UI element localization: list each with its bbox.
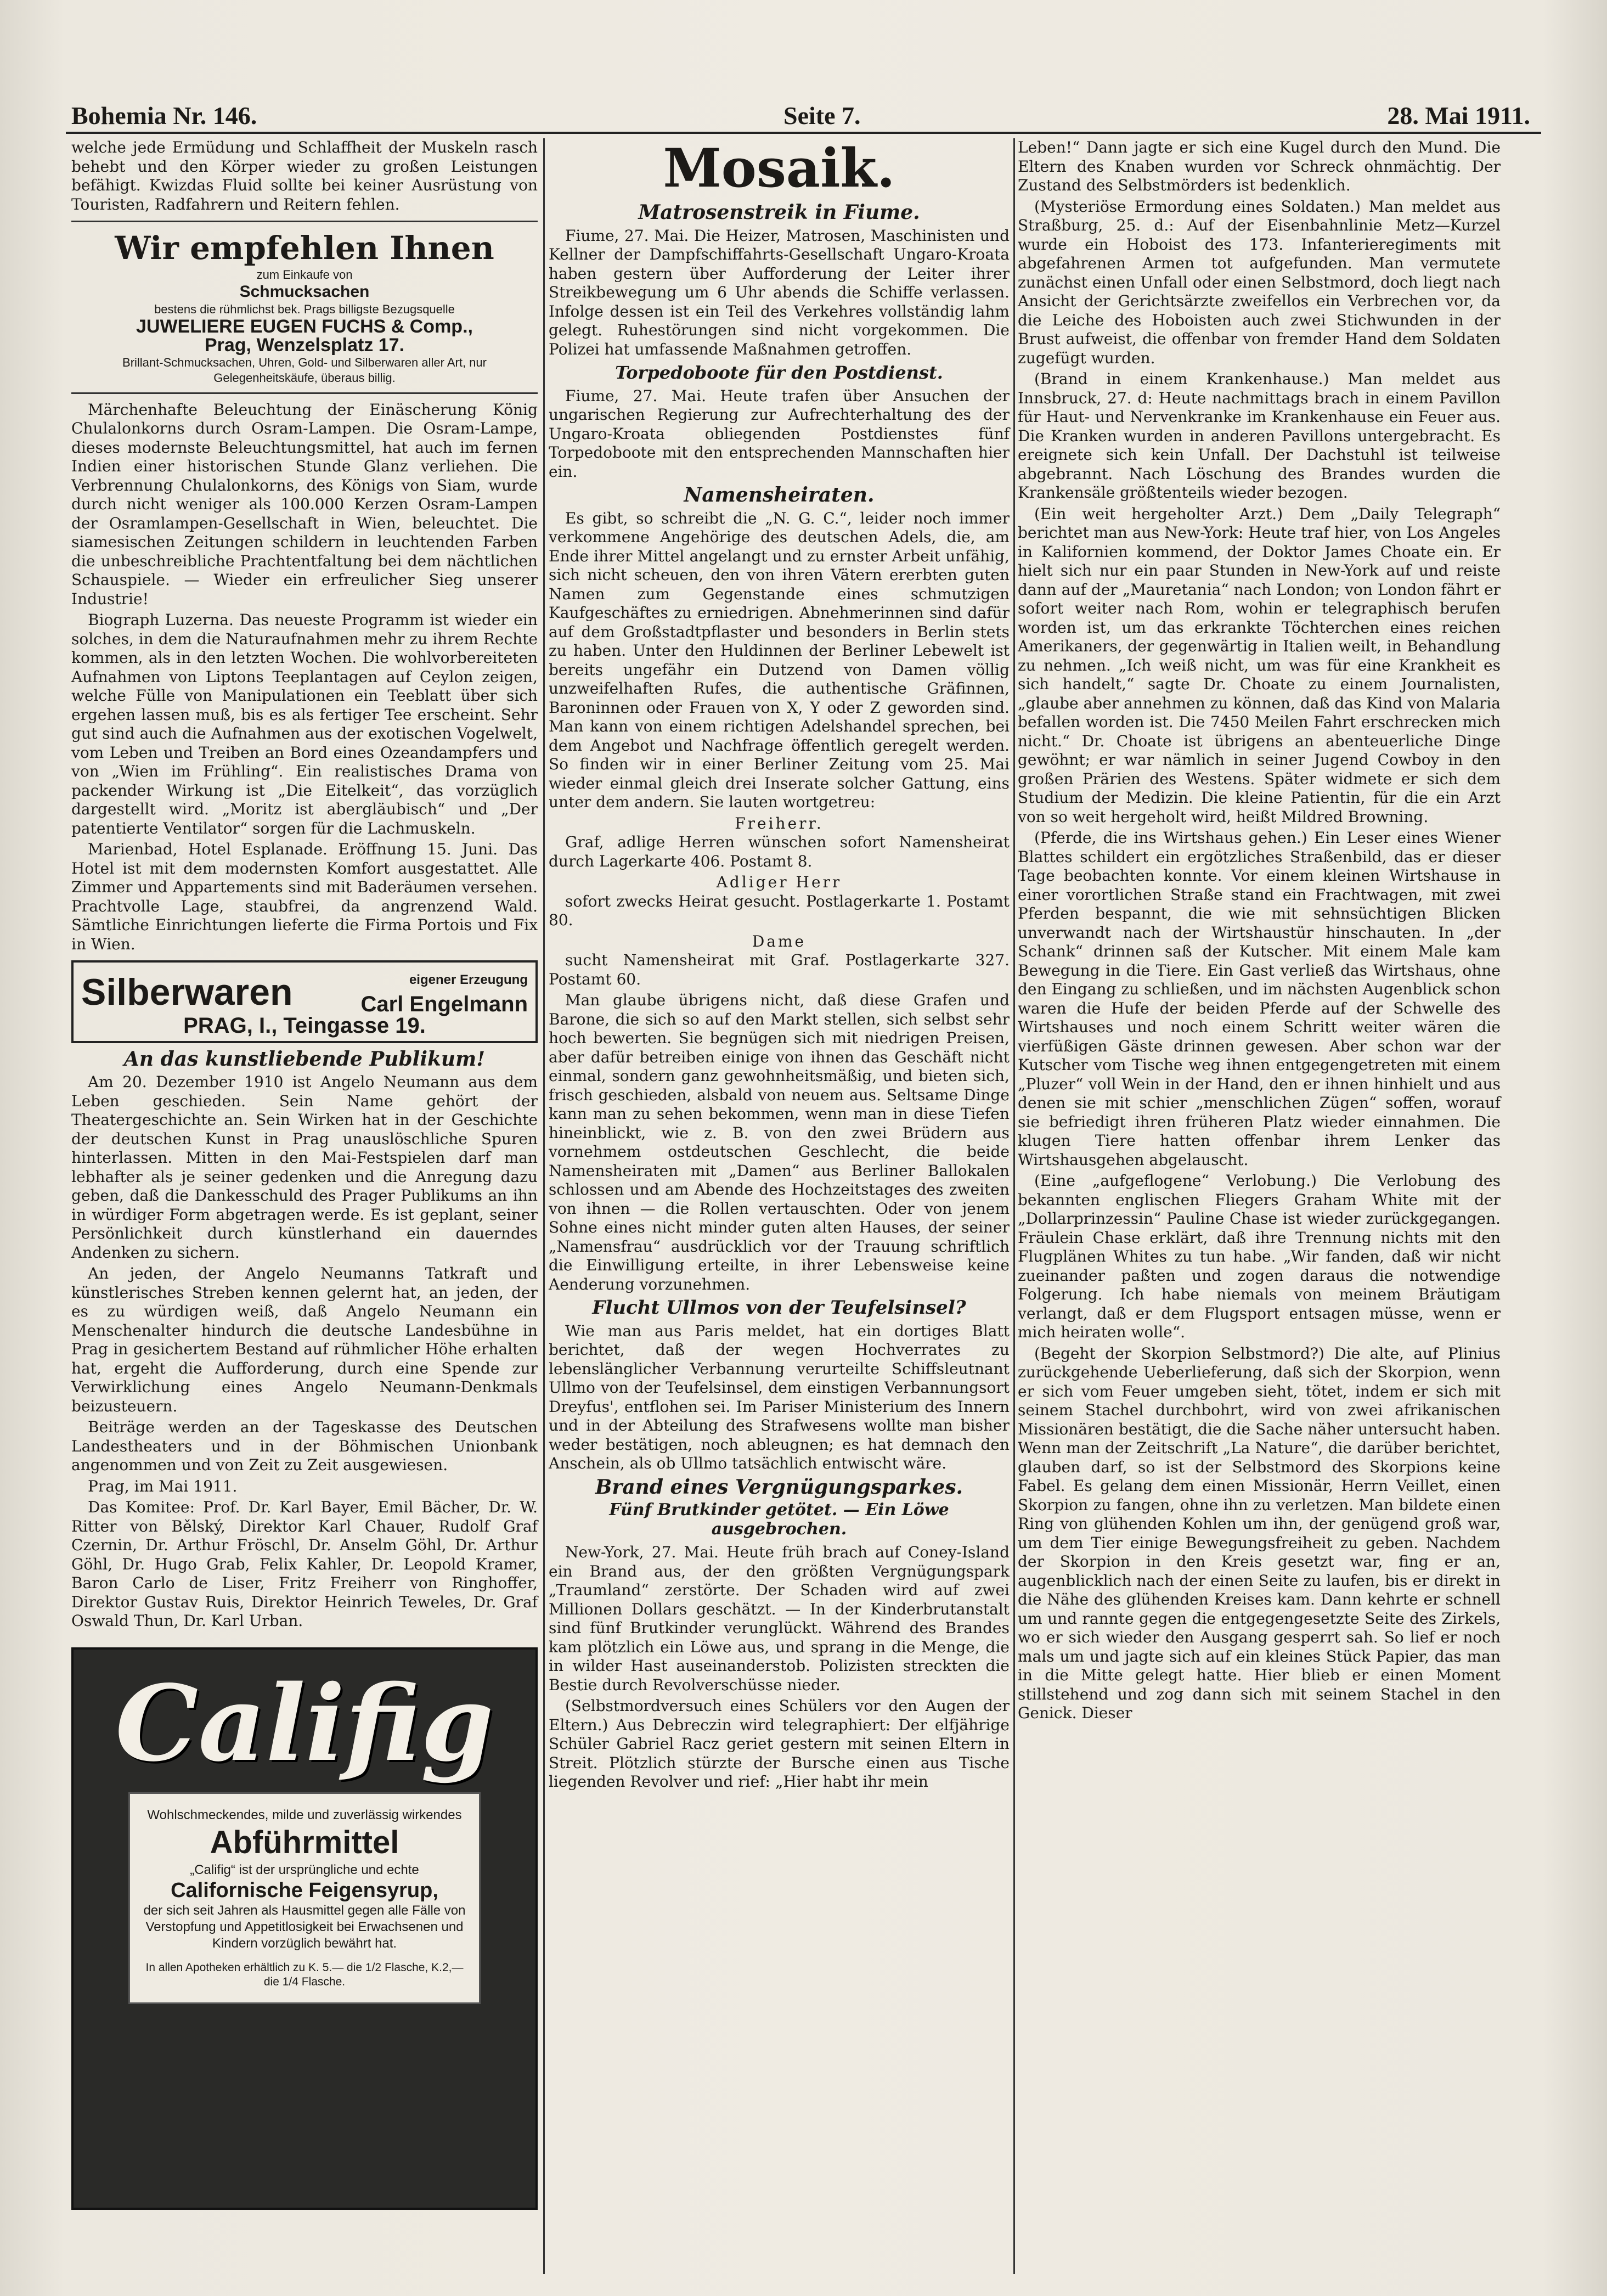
column-1 (71, 138, 538, 2210)
article-krankenhaus: (Brand in einem Krankenhause.) Man meldet aus Innsbruck, 27. d: Heute nachmittags brach in einem Pavillon für Haut- und Nervenkranke im Krankenhause ein Feuer aus. Die Kranken wurden in anderen Pavillons untergebracht. Es ereignete sich kein Unfall. Der Dachstuhl ist teilweise abgebrannt. Nach Löschung des Brandes wurden die Krankensäle größtenteils wieder bezogen. (1018, 370, 1501, 502)
fuchs-ad-address: Prag, Wenzelsplatz 17. (204, 335, 405, 356)
marienbad-notice: Marienbad, Hotel Esplanade. Eröffnung 15. Juni. Das Hotel ist mit dem modernsten Komfort ausgestattet. Alle Zimmer und Appartements sind mit Baderäumen versehen. Prachtvolle Lage, staubfrei, da angrenzend Wald. Sämtliche Einrichtungen lieferte die Firma Portois und Fix in Wien. (71, 840, 538, 953)
article-arzt: (Ein weit hergeholter Arzt.) Dem „Daily Telegraph“ berichtet man aus New-York: Heute traf hier, von Los Angeles in Kalifornien kommend, der Doktor James Choate ein. Er hielt sich nur ein paar Stunden in New-York auf und reiste dann auf der „Mauretania“ nach London; von London fährt er sofort weiter nach Rom, wohin er telegraphisch berufen worden ist, um das erkrankte Töchterchen eines reichen Amerikaners, der gegenwärtig in Italien weilt, in Behandlung zu nehmen. „Ich weiß nicht, um was für eine Krankheit es sich handelt,“ sagte Dr. Choate zu einem Journalisten, „glaube aber annehmen zu können, daß das Kind von Malaria befallen worden ist. Die 7450 Meilen Fahrt erschrecken mich nicht.“ Dr. Choate ist übrigens an abenteuerliche Dinge gewöhnt; er war nämlich in seiner Jugend Cowboy in den großen Prärien des Westens. Später widmete er sich dem Studium der Medizin. Die kleine Patientin, für die ein Arzt von so weit hergeholt wird, heißt Mildred Browning. (1018, 504, 1501, 826)
divider (71, 392, 538, 394)
fuchs-ad-sub1: zum Einkaufe von (256, 268, 353, 282)
article-pferde: (Pferde, die ins Wirtshaus gehen.) Ein Leser eines Wiener Blattes schildert ein ergötzliches Straßenbild, das er dieser Tage beobachten konnte. Vor einem kleinen Wirtshause in einer vorortlichen Straße stand ein Frachtwagen, mit zwei Pferden bespannt, die wie mit sehnsüchtigen Blicken unverwandt nach der Wirtshaustür hinschauten. In „der Schank“ drinnen saß der Kutscher. Mit einem Male kam Bewegung in die Tiere. Ein Gast verließ das Wirtshaus, ohne den Eingang zu schließen, und im nächsten Augenblick schon waren die Hufe der beiden Pferde auf der Schwelle des Wirtshauses und noch einem Schritt weiter wären die vierfüßigen Gäste drinnen gewesen. Aber schon war der Kutscher vom Tische weg ihnen entgegengetreten mit einem „Pluzer“ voll Wein in der Hand, den er ihnen hinhielt und aus denen sie mit schier „menschlichen Zügen“ soffen, worauf sie befriedigt ihren früheren Platz wieder einnahmen. Die klugen Tiere hatten offenbar ihrem Lenker das Wirtshausgehen abgelauscht. (1018, 829, 1501, 1169)
kunst-title: An das kunstliebende Publikum! (123, 1047, 486, 1071)
column-divider-1 (543, 138, 545, 2274)
article-ullmo: Wie man aus Paris meldet, hat ein dortiges Blatt berichtet, daß der wegen Hochverrates zu lebenslänglicher Verbannung verurteilte Schiffsleutnant Ullmo von der Teufelsinsel, dem einstigen Verbannungsort Dreyfus', entflohen sei. Im Pariser Ministerium des Innern und in der Abteilung des Strafwesens wollte man bisher weder bestätigen, noch ableugnen; es hat demnach den Anschein, als ob Ullmo tatsächlich entwischt wäre. (549, 1321, 1010, 1472)
inserat-1-head: Freiherr. (735, 814, 824, 832)
article-skorpion: (Begeht der Skorpion Selbstmord?) Die alte, auf Plinius zurückgehende Ueberlieferung, daß sich der Skorpion, wenn er sich vom Feuer umgeben sieht, tötet, indem er sich mit seinem Stachel durchbohrt, wird von zwei afrikanischen Missionären bestätigt, die die Sache näher untersucht haben. Wenn man der Zeitschrift „La Nature“, die darüber berichtet, glauben darf, so ist der Selbstmord des Skorpions keine Fabel. Es gelang dem einen Missionär, Herrn Veillet, einen Skorpion zu fangen, ohne ihn zu verletzen. Man bildete einen Ring von glühenden Kohlen um ihn, der genügend groß war, um dem Tier einige Bewegungsfreiheit zu geben. Nachdem der Skorpion in den Kreis gesetzt war, fing er an, augenblicklich nach der einen Seite zu laufen, bis er direkt in die Nähe des glühenden Kreises kam. Dann kehrte er schnell um und rannte gegen die entgegengesetzte Seite des Zirkels, wo er sich wieder den Ausgang gesperrt sah. So lief er noch mals um und jagte sich auf ein kleines Stück Papier, das man in die Mitte gelegt hatte. Hier blieb er einen Moment stillstehend und zog dann sich mit seinem Stachel in den Genick. Dieser (1018, 1344, 1501, 1722)
headline-namensheiraten: Namensheiraten. (684, 483, 875, 507)
inserat-1: Graf, adlige Herren wünschen sofort Namensheirat durch Lagerkarte 406. Postamt 8. (549, 833, 1010, 870)
article-matrosenstreik: Fiume, 27. Mai. Die Heizer, Matrosen, Maschinisten und Kellner der Dampfschiffahrts-Gesellschaft Ungaro-Kroata haben gestern über Aufforderung der Leiter ihrer Streikbewegung um 6 Uhr abends die Schiffe verlassen. Infolge dessen ist ein Teil des Verkehres vollständig lahm gelegt. Ruhestörungen sind nicht vorgekommen. Die Polizei hat umfassende Maßnahmen getroffen. (549, 226, 1010, 358)
article-namensheiraten-cont: Man glaube übrigens nicht, daß diese Grafen und Barone, die sich so auf den Markt stellen, sich selbst sehr hoch bewerten. Sie begnügen sich mit niedrigen Preisen, aber dafür betreiben einige von ihnen das Geschäft nicht einmal, sondern ganz gewohnheitsmäßig, und bieten sich, frisch geschieden, alsbald von neuem aus. Seltsame Dinge kann man zu sehen bekommen, wenn man in diese Tiefen hineinblickt, wie z. B. von den zwei Brüdern aus vornehmem ostdeutschen Geschlecht, die beide Namensheiraten mit „Damen“ aus Berliner Ballokalen schlossen und am Abende des Hochzeitstages des zweiten von ihnen — die Rollen vertauschten. Oder von jenem Sohne eines nicht minder guten alten Hauses, der seiner „Namensfrau“ ausdrücklich vor der Trauung schriftlich die Einwilligung erteilte, in ihrer Lebensweise keine Aenderung vorzunehmen. (549, 991, 1010, 1293)
column-3 (1018, 138, 1501, 1725)
silberwaren-word: Silberwaren (81, 971, 293, 1013)
divider (71, 221, 538, 222)
header-page-number: Seite 7. (783, 101, 861, 130)
silberwaren-firm: Carl Engelmann (360, 992, 528, 1016)
subheadline-brand: Fünf Brutkinder getötet. — Ein Löwe ausgebrochen. (609, 1500, 949, 1539)
kunst-paragraph-3: Beiträge werden an der Tageskasse des Deutschen Landestheaters und in der Böhmischen Unionbank angenommen und von Zeit zu Zeit ausgewiesen. (71, 1418, 538, 1474)
headline-brand: Brand eines Vergnügungsparkes. (595, 1475, 963, 1499)
article-torpedoboote: Fiume, 27. Mai. Heute trafen über Ansuchen der ungarischen Regierung zur Aufrechterhaltung des der Ungaro-Kroata obliegenden Postdienstes fünf Torpedoboote mit den entsprechenden Mannschaften hier ein. (549, 386, 1010, 481)
fuchs-ad-sub3: bestens die rühmlichst bek. Prags billigste Bezugsquelle (154, 302, 455, 316)
califig-line-2: „Califig“ ist der ursprüngliche und echte (190, 1862, 419, 1877)
section-title-mosaik: Mosaik. (663, 137, 895, 199)
headline-matrosenstreik: Matrosenstreik in Fiume. (638, 201, 920, 224)
califig-footer: In allen Apotheken erhältlich zu K. 5.— die 1/2 Flasche, K.2,— die 1/4 Flasche. (145, 1961, 464, 1988)
header-rule (66, 132, 1541, 134)
kunst-paragraph-1: Am 20. Dezember 1910 ist Angelo Neumann aus dem Leben geschieden. Sein Name gehört der Theatergeschichte an. Sein Wirken hat in der Geschichte der deutschen Kunst in Prag unauslöschliche Spuren hinterlassen. Mitten in den Mai-Festspielen darf man lebhafter als je seiner gedenken und die Anregung dazu geben, daß die Dankesschuld des Prager Publikums an ihn in würdiger Form abgetragen werde. Es ist geplant, seiner Persönlichkeit durch künstlerhand ein dauerndes Andenken zu sichern. (71, 1073, 538, 1262)
kunst-komitee: Das Komitee: Prof. Dr. Karl Bayer, Emil Bächer, Dr. W. Ritter von Bělský, Direktor Karl Chauer, Rudolf Graf Czernin, Dr. Arthur Fröschl, Dr. Anselm Göhl, Dr. Arthur Göhl, Dr. Hugo Grab, Felix Kahler, Dr. Leopold Kramer, Baron Carlo de Liser, Fritz Freiherr von Ringhoffer, Direktor Gustav Ruis, Direktor Heinrich Teweles, Dr. Graf Oswald Thun, Dr. Karl Urban. (71, 1498, 538, 1630)
column-divider-2 (1013, 138, 1015, 2274)
califig-ad (71, 1647, 538, 2210)
header-issue: Bohemia Nr. 146. (71, 101, 257, 130)
silberwaren-eigen: eigener Erzeugung (409, 972, 528, 987)
osram-notice: Märchenhafte Beleuchtung der Einäscherung König Chulalonkorns durch Osram-Lampen. Die Osram-Lampe, dieses modernste Beleuchtungsmittel, hat auch im fernen Indien einer historischen Stunde Glanz verliehen. Die Verbrennung Chulalonkorns, des Königs von Siam, wurde durch nicht weniger als 100.000 Kerzen Osram-Lampen der Osramlampen-Gesellschaft in Wien, beleuchtet. Die siamesischen Zeitungen schildern in leuchtenden Farben die unbeschreibliche Prachtentfaltung bei dem nächtlichen Schauspiele. — Wieder ein erfreulicher Sieg unserer Industrie! (71, 400, 538, 608)
inserat-3: sucht Namensheirat mit Graf. Postlagerkarte 327. Postamt 60. (549, 951, 1010, 988)
califig-line-1: Wohlschmeckendes, milde und zuverlässig wirkendes (147, 1807, 462, 1822)
califig-ad-body (128, 1792, 481, 2005)
headline-ullmo: Flucht Ullmos von der Teufelsinsel? (592, 1297, 966, 1319)
article-selbstmordversuch: (Selbstmordversuch eines Schülers vor den Augen der Eltern.) Aus Debreczin wird telegraphiert: Der elfjährige Schüler Gabriel Racz geriet gestern mit seinen Eltern in Streit. Plötzlich stürzte der Bursche einen aus Tische liegenden Revolver und rief: „Hier habt ihr mein (549, 1697, 1010, 1791)
fuchs-ad-footer: Brillant-Schmucksachen, Uhren, Gold- und Silberwaren aller Art, nur Gelegenheitskäufe, überaus billig. (122, 355, 487, 385)
fuchs-ad (71, 229, 538, 386)
headline-torpedoboote: Torpedoboote für den Postdienst. (615, 362, 943, 383)
kwizda-text: welche jede Ermüdung und Schlaffheit der Muskeln rasch behebt und den Körper wieder zu großen Leistungen befähigt. Kwizdas Fluid sollte bei keiner Ausrüstung von Touristen, Radfahrern und Reitern fehlen. (71, 138, 538, 213)
biograph-notice: Biograph Luzerna. Das neueste Programm ist wieder ein solches, in dem die Naturaufnahmen mehr zu ihrem Rechte kommen, als in den letzten Wochen. Die wohlvorbereiteten Aufnahmen von Liptons Teeplantagen auf Ceylon zeigen, welche Fülle von Manipulationen ein Teeblatt über sich ergehen lassen muß, bis es als fertiger Tee erscheint. Sehr gut sind auch die Aufnahmen aus der exotischen Vogelwelt, vom Leben und Treiben an Bord eines Ozeandampfers und von „Wien im Frühling“. Ein realistisches Drama von packender Wirkung ist „Die Eitelkeit“, das vorzüglich dargestellt wird. „Moritz ist abergläubisch“ und „Der patentierte Ventilator“ sorgen für die Lachmuskeln. (71, 611, 538, 837)
inserat-2: sofort zwecks Heirat gesucht. Postlagerkarte 1. Postamt 80. (549, 892, 1010, 929)
inserat-3-head: Dame (752, 932, 807, 950)
califig-line-3: der sich seit Jahren als Hausmittel gegen alle Fälle von Verstopfung und Appetitlosigkeit bei Erwachsenen und Kindern vorzüglich bewährt hat. (143, 1903, 466, 1951)
article-continued: Leben!“ Dann jagte er sich eine Kugel durch den Mund. Die Eltern des Knaben wurden vor Schreck ohnmächtig. Der Zustand des Selbstmörders ist bedenklich. (1018, 138, 1501, 194)
article-ermordung: (Mysteriöse Ermordung eines Soldaten.) Man meldet aus Straßburg, 25. d.: Auf der Eisenbahnlinie Metz—Kurzel wurde ein Hoboist des 173. Infanterieregiments mit abgefahrenen Armen tot aufgefunden. Man vermutete zunächst einen Unfall oder einen Selbstmord, doch liegt nach Ansicht der Gerichtsärzte zweifellos ein Verbrechen vor, da die Leiche des Hoboisten auch zwei Stichwunden in der Brust aufweist, die offenbar von fremder Hand dem Soldaten zugefügt wurden. (1018, 197, 1501, 367)
page-header (71, 96, 1530, 134)
article-brand: New-York, 27. Mai. Heute früh brach auf Coney-Island ein Brand aus, der den größten Vergnügungspark „Traumland“ zerstörte. Der Schaden wird auf zwei Millionen Dollars geschätzt. — In der Kinderbrutanstalt sind fünf Brutkinder verunglückt. Während des Brandes kam plötzlich ein Löwe aus, und sprang in die Menge, die in wilder Hast auseinanderstob. Polizisten streckten die Bestie durch Revolverschüsse nieder. (549, 1543, 1010, 1694)
article-namensheiraten: Es gibt, so schreibt die „N. G. C.“, leider noch immer verkommene Angehörige des deutschen Adels, die, am Ende ihrer Mittel angelangt und zu ernster Arbeit unfähig, sich nicht scheuen, den von ihren Vätern ererbten guten Namen zum Gegenstande eines schmutzigen Kaufgeschäftes zu erniedrigen. Abnehmerinnen sind dafür auf dem Großstadtpflaster und besonders in Berlin stets zu haben. Unter den Huldinnen der Berliner Lebewelt ist bereits ungefähr ein Dutzend von Damen völlig unzweifelhaften Rufes, die authentische Gräfinnen, Baroninnen oder Frauen von X, Y oder Z geworden sind. Man kann von einem richtigen Adelshandel sprechen, bei dem Angebot und Nachfrage öffentlich geregelt werden. So finden wir in einer Berliner Zeitung vom 25. Mai wieder einmal gleich drei Inserate solcher Gattung, eins unter dem andern. Sie lauten wortgetreu: (549, 509, 1010, 811)
califig-product: Californische Feigensyrup, (171, 1879, 438, 1902)
fuchs-ad-firm: JUWELIERE EUGEN FUCHS & Comp., (136, 316, 473, 337)
kunst-paragraph-2: An jeden, der Angelo Neumanns Tatkraft und künstlerisches Streben kennen gelernt hat, an jeden, der es zu würdigen weiß, daß Angelo Neumann ein Menschenalter hindurch die deutsche Landesbühne in Prag in gesichertem Bestand auf rühmlicher Höhe erhalten hat, ergeht die Aufforderung, durch eine Spende zur Verwirklichung eines Angelo Neumann-Denkmals beizusteuern. (71, 1264, 538, 1415)
silberwaren-ad (71, 960, 538, 1043)
inserat-2-head: Adliger Herr (716, 873, 842, 891)
kunst-date: Prag, im Mai 1911. (88, 1477, 238, 1495)
califig-headline: Abführmittel (210, 1824, 399, 1860)
column-2 (549, 138, 1010, 1794)
header-date: 28. Mai 1911. (1387, 101, 1530, 130)
fuchs-ad-sub2: Schmucksachen (239, 283, 370, 301)
article-verlobung: (Eine „aufgeflogene“ Verlobung.) Die Verlobung des bekannten englischen Fliegers Graham White mit der „Dollarprinzessin“ Pauline Chase ist wieder zurückgegangen. Fräulein Chase erklärt, daß ihre Trennung nichts mit den Flugplänen Whites zu tun habe. „Wir fanden, daß wir nicht zueinander paßten und zogen daraus die notwendige Folgerung. Ich habe niemals von meinem Bräutigam verlangt, daß er dem Flugsport entsagen müsse, wenn er mich heiraten wolle“. (1018, 1172, 1501, 1341)
fuchs-ad-title: Wir empfehlen Ihnen (115, 229, 494, 267)
silberwaren-address: PRAG, I., Teingasse 19. (183, 1014, 426, 1038)
califig-logo: Califig (115, 1662, 494, 1785)
